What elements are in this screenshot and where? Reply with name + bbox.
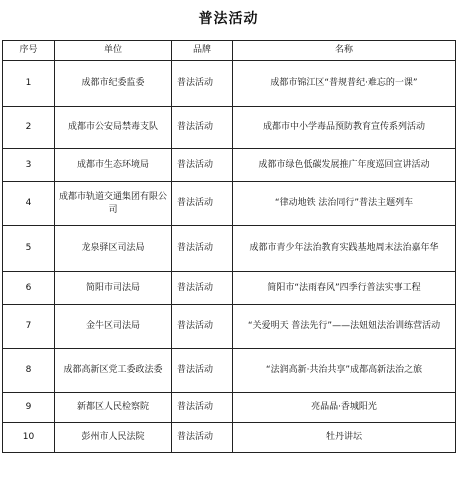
table-row <box>3 182 456 226</box>
cell-index: 6 <box>3 272 55 305</box>
cell-unit: 新都区人民检察院 <box>55 393 172 423</box>
cell-brand: 普法活动 <box>172 182 233 226</box>
cell-unit: 简阳市司法局 <box>55 272 172 305</box>
header-index: 序号 <box>3 41 55 61</box>
header-name: 名称 <box>233 41 456 61</box>
activity-table <box>2 40 456 453</box>
cell-brand: 普法活动 <box>172 149 233 182</box>
cell-name: 成都市青少年法治教育实践基地周末法治嘉年华 <box>233 226 456 272</box>
header-unit: 单位 <box>55 41 172 61</box>
cell-brand: 普法活动 <box>172 61 233 107</box>
cell-brand: 普法活动 <box>172 107 233 149</box>
cell-unit: 成都市公安局禁毒支队 <box>55 107 172 149</box>
cell-name: 成都市中小学毒品预防教育宣传系列活动 <box>233 107 456 149</box>
cell-unit: 成都市生态环境局 <box>55 149 172 182</box>
table-row <box>3 305 456 349</box>
table-row <box>3 393 456 423</box>
cell-name: 成都市锦江区“普规普纪·难忘的一课” <box>233 61 456 107</box>
cell-index: 4 <box>3 182 55 226</box>
cell-name: 简阳市“法雨春风”四季行普法实事工程 <box>233 272 456 305</box>
cell-unit: 成都市纪委监委 <box>55 61 172 107</box>
cell-brand: 普法活动 <box>172 272 233 305</box>
table-row <box>3 272 456 305</box>
header-brand: 品牌 <box>172 41 233 61</box>
table-row <box>3 61 456 107</box>
table-row <box>3 226 456 272</box>
cell-name: “律动地铁 法治同行”普法主题列车 <box>233 182 456 226</box>
cell-unit: 彭州市人民法院 <box>55 423 172 453</box>
cell-name: 成都市绿色低碳发展推广年度巡回宣讲活动 <box>233 149 456 182</box>
page-title: 普法活动 <box>198 11 259 27</box>
cell-brand: 普法活动 <box>172 349 233 393</box>
cell-index: 7 <box>3 305 55 349</box>
table-row <box>3 349 456 393</box>
cell-unit: 成都市轨道交通集团有限公司 <box>55 182 172 226</box>
cell-brand: 普法活动 <box>172 423 233 453</box>
cell-name: “关爱明天 普法先行”——法妞妞法治训练营活动 <box>233 305 456 349</box>
cell-name: 亮晶晶·香城阳光 <box>233 393 456 423</box>
cell-index: 9 <box>3 393 55 423</box>
cell-unit: 龙泉驿区司法局 <box>55 226 172 272</box>
cell-index: 1 <box>3 61 55 107</box>
cell-name: 牡丹讲坛 <box>233 423 456 453</box>
cell-index: 2 <box>3 107 55 149</box>
cell-name: “法润高新·共治共享”成都高新法治之旅 <box>233 349 456 393</box>
cell-unit: 成都高新区党工委政法委 <box>55 349 172 393</box>
cell-index: 5 <box>3 226 55 272</box>
cell-brand: 普法活动 <box>172 305 233 349</box>
table-row <box>3 423 456 453</box>
table-row <box>3 107 456 149</box>
cell-unit: 金牛区司法局 <box>55 305 172 349</box>
cell-brand: 普法活动 <box>172 393 233 423</box>
table-header-row <box>3 41 456 61</box>
table-row <box>3 149 456 182</box>
cell-brand: 普法活动 <box>172 226 233 272</box>
cell-index: 3 <box>3 149 55 182</box>
cell-index: 10 <box>3 423 55 453</box>
cell-index: 8 <box>3 349 55 393</box>
